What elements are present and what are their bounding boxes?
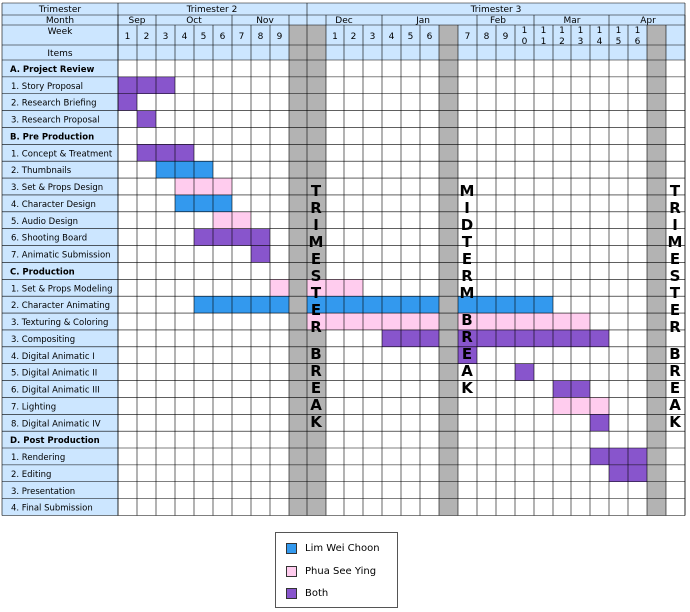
task-label: 1. Set & Props Modeling (11, 284, 113, 295)
legend-item-phua (286, 564, 376, 578)
task-bar-cell (363, 296, 382, 313)
task-bar-cell (590, 330, 609, 347)
task-bar-cell (175, 195, 194, 212)
week-number: 1 (559, 26, 565, 36)
task-bar-cell (382, 330, 401, 347)
break-letter: T (310, 182, 322, 200)
task-bar-cell (515, 313, 534, 330)
break-letter: E (461, 250, 473, 268)
task-bar-cell (118, 77, 137, 94)
break-letter: I (464, 199, 470, 217)
task-bar-cell (175, 161, 194, 178)
break-letter: R (669, 318, 681, 336)
week-number: 3 (369, 32, 376, 42)
break-column (289, 25, 307, 515)
month-label: Feb (490, 16, 506, 26)
week-number: 1 (634, 26, 641, 36)
month-label: Nov (256, 16, 274, 26)
break-letter: R (669, 199, 681, 217)
month-label: Mar (563, 16, 581, 26)
break-column (647, 25, 666, 515)
break-letter: T (669, 284, 681, 302)
break-letter: M (308, 233, 324, 251)
legend-label-phua: Phua See Ying (305, 565, 377, 577)
task-bar-cell (251, 229, 270, 246)
task-bar-cell (590, 414, 609, 431)
task-bar-cell (571, 397, 590, 414)
task-bar-cell (401, 313, 420, 330)
task-bar-cell (590, 448, 609, 465)
task-label: 3. Research Proposal (11, 115, 100, 126)
break-letter: T (669, 182, 681, 200)
week-number: 1 (332, 32, 338, 42)
task-label: 2. Editing (11, 469, 52, 480)
week-number: 1 (615, 26, 622, 36)
trimester-3-label: Trimester 3 (470, 5, 522, 15)
break-letter: E (310, 301, 322, 319)
task-bar-cell (628, 448, 647, 465)
week-number: 1 (540, 26, 547, 36)
task-bar-cell (496, 330, 515, 347)
break-letter: R (310, 362, 322, 381)
trimester-2-label: Trimester 2 (186, 5, 238, 15)
break-letter: E (310, 379, 322, 398)
month-label: Jan (416, 16, 430, 26)
task-bar-cell (553, 397, 571, 414)
task-bar-cell (628, 465, 647, 482)
task-bar-cell (213, 178, 232, 195)
task-bar-cell (571, 381, 590, 398)
break-letter: K (669, 413, 681, 432)
task-bar-cell (496, 296, 515, 313)
break-letter: R (461, 328, 473, 347)
task-label: 1. Rendering (11, 453, 66, 464)
week-number: 2 (559, 37, 565, 47)
week-number: 6 (634, 37, 641, 47)
break-letter: E (310, 250, 322, 268)
items-header: Items (47, 49, 73, 59)
task-bar-cell (477, 330, 496, 347)
task-bar-cell (213, 195, 232, 212)
task-label: 4. Final Submission (11, 503, 93, 514)
break-column (439, 25, 458, 515)
month-label: Oct (186, 16, 202, 26)
task-bar-cell (477, 296, 496, 313)
legend-swatch-both (286, 588, 297, 599)
week-number: 1 (540, 37, 547, 47)
break-letter: A (669, 396, 681, 415)
task-bar-cell (213, 296, 232, 313)
task-bar-cell (326, 296, 344, 313)
task-label: 8. Digital Animatic IV (11, 419, 101, 430)
task-bar-cell (515, 330, 534, 347)
break-letter: R (310, 318, 322, 336)
week-number: 0 (521, 37, 528, 47)
task-label: 3. Set & Props Design (11, 183, 104, 194)
task-bar-cell (326, 313, 344, 330)
break-letter: R (461, 267, 473, 285)
week-number: 8 (483, 32, 490, 42)
break-letter: S (669, 267, 681, 285)
task-label: 3. Presentation (11, 486, 76, 497)
week-number: 7 (238, 32, 245, 42)
break-letter: M (459, 284, 475, 302)
task-bar-cell (137, 111, 156, 128)
break-letter: A (310, 396, 322, 415)
month-label: Dec (335, 16, 353, 26)
week-number: 1 (577, 26, 584, 36)
week-number: 1 (521, 26, 528, 36)
legend-label-both: Both (305, 587, 329, 599)
week-number: 1 (596, 26, 603, 36)
break-letter: I (313, 216, 319, 234)
task-bar-cell (326, 279, 344, 296)
section-heading: D. Post Production (10, 436, 100, 447)
week-number: 2 (350, 32, 357, 42)
task-label: 1. Concept & Treatment (11, 149, 113, 160)
week-number: 1 (124, 32, 131, 42)
trimester-row-label: Trimester (38, 5, 82, 15)
task-bar-cell (232, 229, 251, 246)
task-label: 2. Thumbnails (11, 166, 72, 177)
legend-item-both (286, 586, 328, 600)
task-bar-cell (363, 313, 382, 330)
break-letter: E (461, 345, 473, 364)
month-row-label: Month (45, 16, 75, 26)
task-bar-cell (156, 77, 175, 94)
week-number: 5 (200, 32, 207, 42)
task-bar-cell (194, 195, 213, 212)
week-number: 4 (181, 32, 188, 42)
break-letter: E (669, 379, 681, 398)
task-bar-cell (420, 330, 439, 347)
task-label: 4. Digital Animatic I (11, 351, 95, 362)
task-bar-cell (156, 161, 175, 178)
task-bar-cell (213, 229, 232, 246)
task-bar-cell (137, 144, 156, 161)
task-bar-cell (420, 296, 439, 313)
break-letter: E (669, 250, 681, 268)
task-label: 4. Character Design (11, 199, 96, 210)
task-bar-cell (553, 330, 571, 347)
task-bar-cell (534, 296, 553, 313)
section-heading: C. Production (10, 267, 75, 278)
month-label: Apr (640, 16, 656, 26)
break-letter: K (461, 379, 473, 398)
task-bar-cell (175, 144, 194, 161)
week-number: 8 (257, 32, 264, 42)
week-number: 3 (577, 37, 584, 47)
task-label: 2. Research Briefing (11, 98, 97, 109)
task-label: 6. Shooting Board (11, 233, 88, 244)
task-bar-cell (175, 178, 194, 195)
break-letter: I (672, 216, 678, 234)
task-bar-cell (232, 212, 251, 229)
task-bar-cell (609, 448, 628, 465)
task-bar-cell (477, 313, 496, 330)
week-number: 9 (276, 32, 283, 42)
break-letter: B (669, 345, 681, 364)
task-bar-cell (194, 161, 213, 178)
task-bar-cell (344, 279, 363, 296)
task-bar-cell (270, 279, 289, 296)
task-label: 7. Lighting (11, 402, 57, 413)
task-bar-cell (515, 296, 534, 313)
task-label: 5. Audio Design (11, 216, 79, 227)
task-label: 7. Animatic Submission (11, 250, 111, 261)
task-label: 2. Character Animating (11, 301, 111, 312)
task-label: 5. Digital Animatic II (11, 368, 98, 379)
section-heading: B. Pre Production (10, 132, 95, 143)
week-number: 5 (407, 32, 414, 42)
task-bar-cell (571, 330, 590, 347)
section-heading: A. Project Review (10, 65, 95, 75)
task-bar-cell (534, 313, 553, 330)
task-bar-cell (137, 77, 156, 94)
break-letter: S (310, 267, 322, 285)
week-number: 4 (388, 32, 395, 42)
task-bar-cell (194, 178, 213, 195)
task-bar-cell (251, 246, 270, 263)
week-number: 6 (219, 32, 226, 42)
legend-swatch-lim (286, 543, 297, 554)
task-bar-cell (401, 296, 420, 313)
task-bar-cell (534, 330, 553, 347)
break-letter: R (310, 199, 322, 217)
week-number: 3 (162, 32, 169, 42)
week-number: 2 (143, 32, 150, 42)
task-bar-cell (344, 296, 363, 313)
break-letter: T (461, 233, 473, 251)
task-bar-cell (382, 296, 401, 313)
legend (275, 532, 398, 608)
task-bar-cell (553, 381, 571, 398)
week-row-label: Week (47, 27, 73, 37)
break-letter: A (461, 362, 473, 381)
task-bar-cell (251, 296, 270, 313)
break-letter: M (667, 233, 683, 251)
task-bar-cell (401, 330, 420, 347)
task-bar-cell (420, 313, 439, 330)
break-letter: B (310, 345, 322, 364)
legend-label-lim: Lim Wei Choon (305, 542, 380, 554)
break-letter: R (669, 362, 681, 381)
task-bar-cell (156, 144, 175, 161)
week-number: 4 (596, 37, 603, 47)
break-letter: B (461, 311, 473, 330)
task-bar-cell (118, 94, 137, 111)
task-label: 1. Story Proposal (11, 81, 84, 92)
task-bar-cell (344, 313, 363, 330)
week-number: 5 (615, 37, 622, 47)
break-letter: E (669, 301, 681, 319)
task-bar-cell (515, 364, 534, 381)
legend-item-lim (286, 541, 380, 555)
task-bar-cell (496, 313, 515, 330)
task-bar-cell (571, 313, 590, 330)
week-number: 7 (464, 32, 471, 42)
week-number: 6 (426, 32, 433, 42)
task-bar-cell (213, 212, 232, 229)
week-number: 9 (502, 32, 509, 42)
break-letter: M (459, 182, 475, 200)
break-letter: T (310, 284, 322, 302)
task-bar-cell (232, 296, 251, 313)
task-bar-cell (553, 313, 571, 330)
break-letter: D (460, 216, 474, 234)
month-label: Sep (128, 16, 146, 26)
task-label: 3. Compositing (11, 334, 76, 345)
legend-swatch-phua (286, 566, 297, 577)
task-bar-cell (609, 465, 628, 482)
task-bar-cell (590, 397, 609, 414)
task-bar-cell (382, 313, 401, 330)
task-bar-cell (194, 229, 213, 246)
task-bar-cell (270, 296, 289, 313)
break-letter: K (310, 413, 322, 432)
task-label: 3. Texturing & Coloring (11, 318, 109, 329)
task-bar-cell (194, 296, 213, 313)
task-label: 6. Digital Animatic III (11, 385, 100, 396)
